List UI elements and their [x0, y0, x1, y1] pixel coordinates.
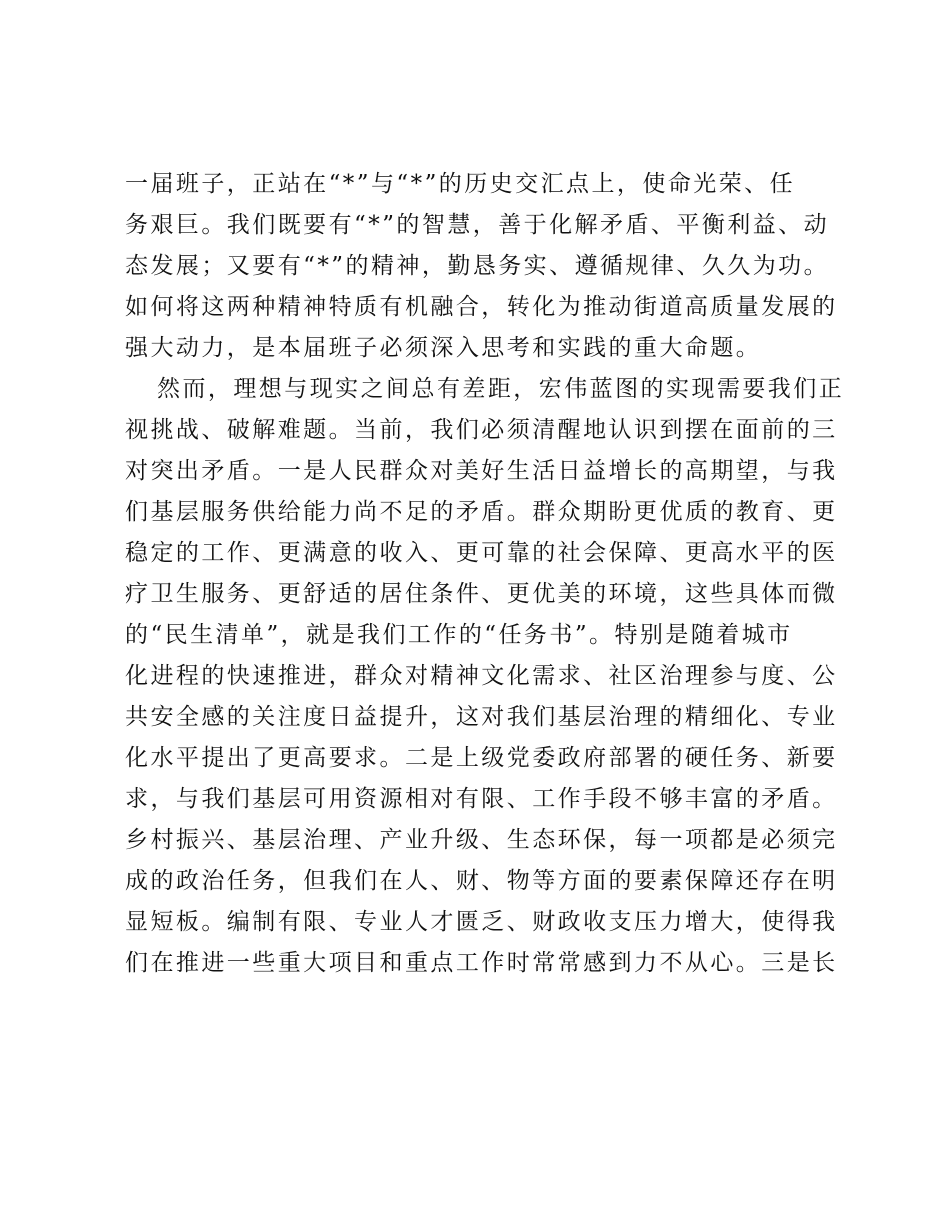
text-line: 如何将这两种精神特质有机融合，转化为推动街道高质量发展的: [125, 294, 838, 320]
text-line: 一届班子，正站在“*”与“*”的历史交汇点上，使命光荣、任: [125, 171, 796, 197]
text-line: 视挑战、破解难题。当前，我们必须清醒地认识到摆在面前的三: [125, 417, 838, 443]
text-line: 态发展；又要有“*”的精神，勤恳务实、遵循规律、久久为功。: [125, 253, 830, 279]
text-line: 共安全感的关注度日益提升，这对我们基层治理的精细化、专业: [125, 704, 838, 730]
text-line: 强大动力，是本届班子必须深入思考和实践的重大命题。: [125, 335, 762, 361]
text-line: 对突出矛盾。一是人民群众对美好生活日益增长的高期望，与我: [125, 458, 838, 484]
paragraph-first-line: 然而，理想与现实之间总有差距，宏伟蓝图的实现需要我们正: [157, 376, 845, 402]
text-line: 乡村振兴、基层治理、产业升级、生态环保，每一项都是必须完: [125, 827, 838, 853]
text-line: 务艰巨。我们既要有“*”的智慧，善于化解矛盾、平衡利益、动: [125, 212, 830, 238]
text-line: 求，与我们基层可用资源相对有限、工作手段不够丰富的矛盾。: [125, 786, 838, 812]
text-line: 显短板。编制有限、专业人才匮乏、财政收支压力增大，使得我: [125, 909, 838, 935]
body-text: [125, 164, 845, 984]
text-line: 稳定的工作、更满意的收入、更可靠的社会保障、更高水平的医: [125, 540, 838, 566]
text-line: 的“民生清单”，就是我们工作的“任务书”。特别是随着城市: [125, 622, 793, 648]
text-line: 化进程的快速推进，群众对精神文化需求、社区治理参与度、公: [125, 663, 838, 689]
text-line: 们基层服务供给能力尚不足的矛盾。群众期盼更优质的教育、更: [125, 499, 838, 525]
text-line: 疗卫生服务、更舒适的居住条件、更优美的环境，这些具体而微: [125, 581, 838, 607]
text-line: 成的政治任务，但我们在人、财、物等方面的要素保障还存在明: [125, 868, 838, 894]
text-line: 们在推进一些重大项目和重点工作时常常感到力不从心。三是长: [125, 950, 838, 976]
text-line: 化水平提出了更高要求。二是上级党委政府部署的硬任务、新要: [125, 745, 838, 771]
